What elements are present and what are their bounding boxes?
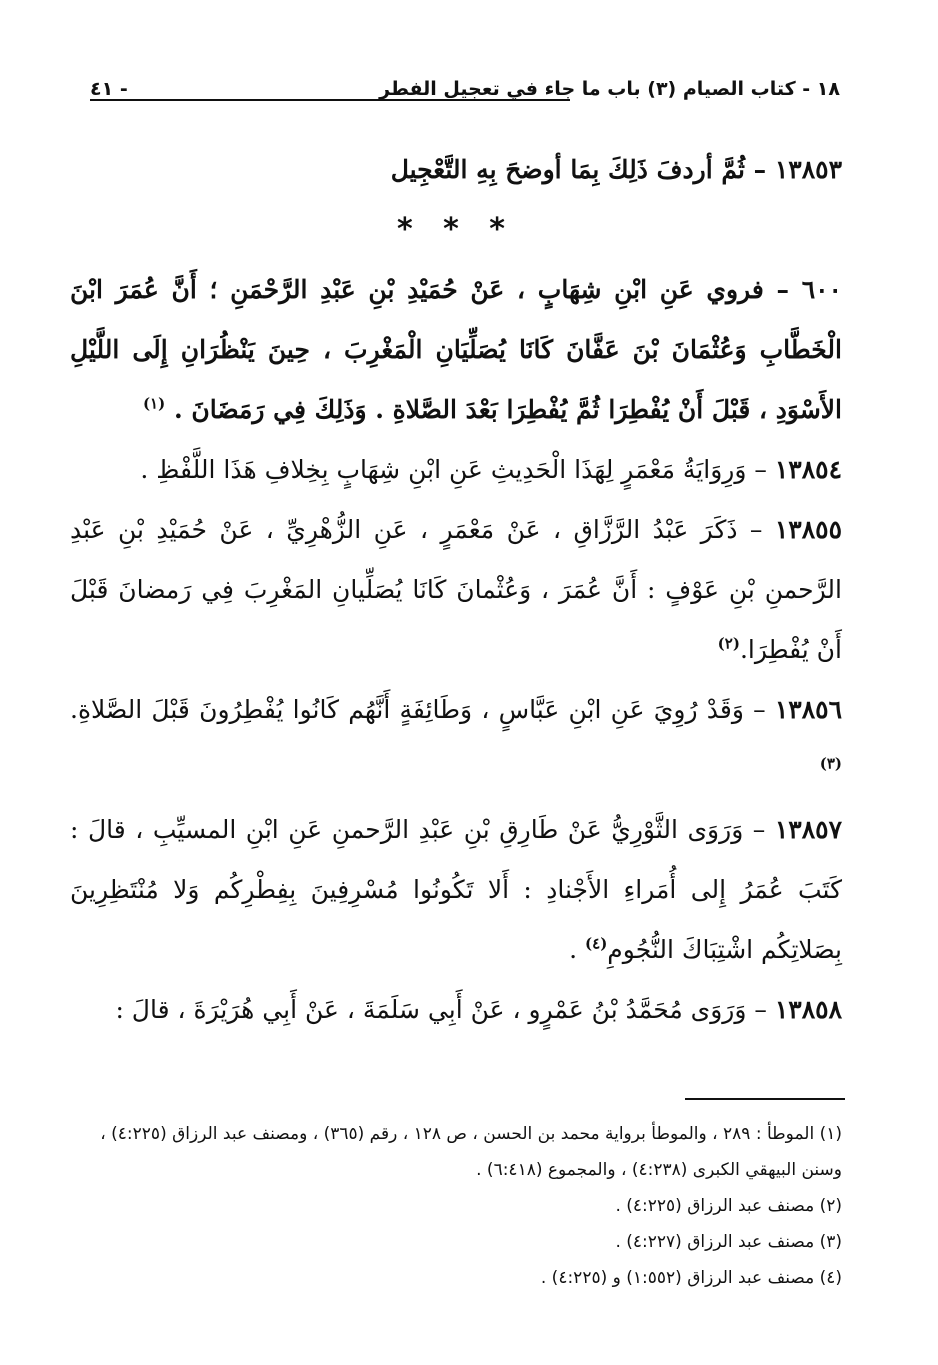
paragraph-13855 [70, 500, 842, 680]
main-text [70, 140, 842, 1040]
paragraph-13856 [70, 680, 842, 800]
footnote-marker: (١) [142, 394, 166, 413]
footnote-marker: (٣) [819, 754, 842, 773]
paragraph-end: . [569, 935, 586, 964]
section-separator: * * * [397, 212, 515, 247]
paragraph-text: – وَرَوَى الثَّوْرِيُّ عَنْ طَارِقِ بْنِ عَبْدِ الرَّحمنِ عَنِ ابْنِ المسيِّبِ ، قالَ : كَتَبَ عُمَرُ إِلى أُمَراءِ الأَجْنادِ : أَلا تَكُونُوا مُسْرِفِينَ بِفِطْرِكُم وَلا مُنْتَظِرِينَ بِصَلاتِكُم اشْتِبَاكَ النُّجُومِ [70, 815, 842, 964]
paragraph-text: – ذَكَرَ عَبْدُ الرَّزَّاقِ ، عَنْ مَعْمَرٍ ، عَنِ الزُّهْرِيِّ ، عَنْ حُمَيْدِ بْنِ عَبْدِ الرَّحمنِ بْنِ عَوْفٍ : أَنَّ عُمَرَ ، وَعُثْمانَ كَانَا يُصَلِّيانِ المَغْرِبَ فِي رَمضانَ قَبْلَ أَنْ يُفْطِرَا. [70, 515, 842, 664]
footnotes [70, 1116, 842, 1296]
footnote-marker: (٤) [585, 934, 608, 953]
paragraph-number: ١٣٨٥٣ [774, 155, 842, 184]
paragraph-number: ١٣٨٥٧ [774, 815, 842, 844]
paragraph-number: ١٣٨٥٨ [774, 995, 842, 1024]
paragraph-text: – وَرِوَايَةُ مَعْمَرٍ لِهَذَا الْحَدِيثِ عَنِ ابْنِ شِهَابٍ بِخِلافِ هَذَا اللَّفْظِ . [140, 455, 775, 484]
paragraph-13857 [70, 800, 842, 980]
paragraph-600 [70, 260, 842, 440]
paragraph-text: – فروي عَنِ ابْنِ شِهَابٍ ، عَنْ حُمَيْدِ بْنِ عَبْدِ الرَّحْمَنِ ؛ أَنَّ عُمَرَ ابْنَ الْخَطَّابِ وَعُثْمَانَ بْنَ عَفَّانَ كَانَا يُصَلِّيَانِ الْمَغْرِبَ ، حِينَ يَنْظُرَانِ إِلَى اللَّيْلِ الأَسْوَدِ ، قَبْلَ أَنْ يُفْطِرَا ثُمَّ يُفْطِرَا بَعْدَ الصَّلاةِ . وَذَلِكَ فِي رَمَضَانَ . [70, 275, 842, 424]
chapter-title: ١٨ - كتاب الصيام (٣) باب ما جاء في تعجيل الفطر [379, 78, 840, 100]
paragraph-number: ٦٠٠ [801, 275, 842, 304]
paragraph-13858 [70, 980, 842, 1040]
header-rule [90, 99, 570, 101]
page-number: - ٤١ [90, 78, 128, 100]
footnote-1: (١) الموطأ : ٢٨٩ ، والموطأ برواية محمد بن الحسن ، ص ١٢٨ ، رقم (٣٦٥) ، ومصنف عبد الرزاق (٤:٢٢٥) ، وسنن البيهقي الكبرى (٤:٢٣٨) ، والمجموع (٦:٤١٨) . [100, 1124, 842, 1180]
paragraph-text: – ثُمَّ أردفَ ذَلِكَ بِمَا أوضحَ بِهِ التَّعْجِيل [390, 155, 775, 184]
paragraph-text: – وَرَوَى مُحَمَّدُ بْنُ عَمْرٍو ، عَنْ أَبِي سَلَمَةَ ، عَنْ أَبِي هُرَيْرَةَ ، قالَ : [115, 995, 775, 1024]
paragraph-text: – وَقَدْ رُوِيَ عَنِ ابْنِ عَبَّاسٍ ، وَطَائِفَةٍ أَنَّهُم كَانُوا يُفْطِرُونَ قَبْلَ الصَّلاةِ. [70, 695, 775, 724]
paragraph-number: ١٣٨٥٤ [774, 455, 842, 484]
paragraph-13854 [70, 440, 842, 500]
footnote-marker: (٢) [717, 634, 740, 653]
paragraph-number: ١٣٨٥٥ [774, 515, 842, 544]
paragraph-13853 [70, 140, 842, 200]
footnote-4: (٤) مصنف عبد الرزاق (١:٥٥٢) و (٤:٢٢٥) . [540, 1268, 842, 1288]
footnote-2: (٢) مصنف عبد الرزاق (٤:٢٢٥) . [615, 1196, 842, 1216]
footnote-rule [685, 1098, 845, 1100]
footnote-3: (٣) مصنف عبد الرزاق (٤:٢٢٧) . [615, 1232, 842, 1252]
running-head [90, 74, 840, 114]
paragraph-number: ١٣٨٥٦ [774, 695, 842, 724]
